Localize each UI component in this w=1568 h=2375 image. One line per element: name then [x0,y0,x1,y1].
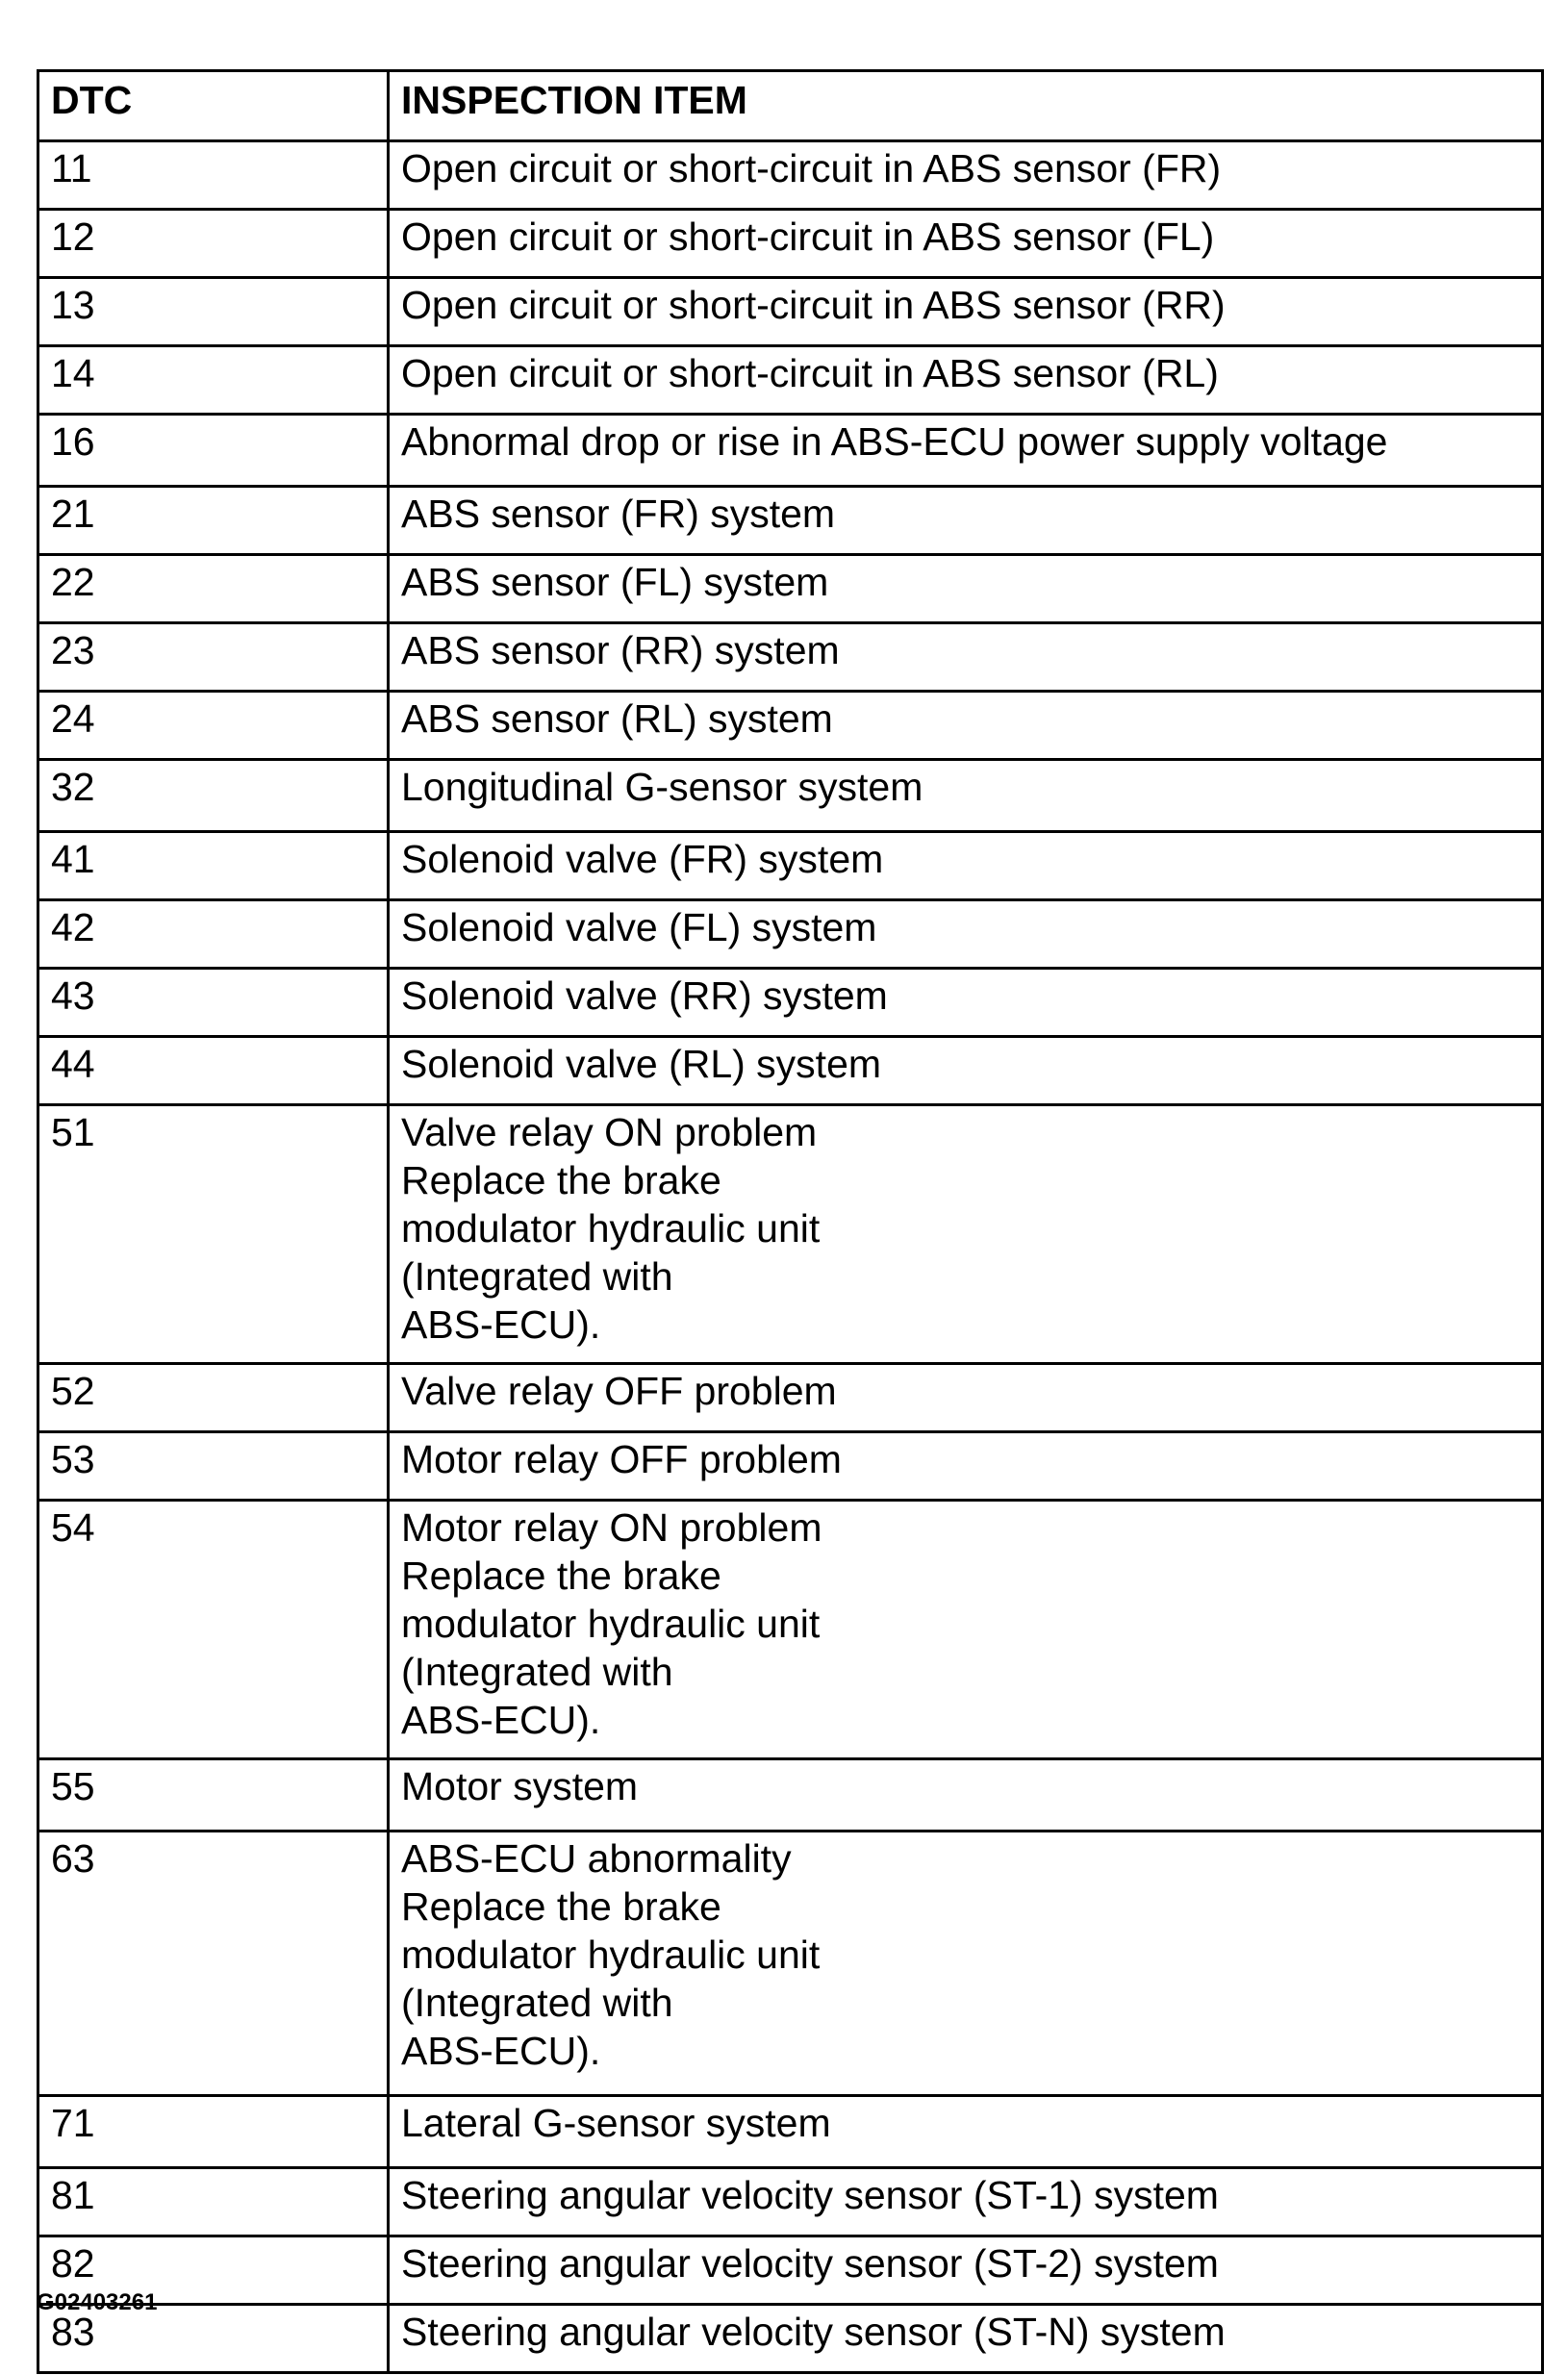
inspection-item [389,278,1543,346]
inspection-item [389,487,1543,555]
inspection-item-line: Steering angular velocity sensor (ST-N) system [401,2310,1226,2354]
table-row [38,900,1543,969]
inspection-item-line: ABS sensor (FL) system [401,560,829,604]
inspection-item-line: ABS-ECU abnormality [401,1836,792,1881]
inspection-item [389,623,1543,692]
inspection-item-line: Open circuit or short-circuit in ABS sensor (RR) [401,283,1226,327]
inspection-item-line: Replace the brake [401,1554,721,1598]
dtc-table [37,69,1544,2374]
inspection-item [389,1105,1543,1364]
inspection-item-line: ABS sensor (RL) system [401,696,833,741]
inspection-item-line: modulator hydraulic unit [401,1933,821,1977]
inspection-item-line: Motor relay OFF problem [401,1437,842,1481]
table-row [38,210,1543,278]
table-row [38,1037,1543,1105]
inspection-item [389,760,1543,832]
table-row [38,1759,1543,1832]
inspection-item-line: Open circuit or short-circuit in ABS sensor (FR) [401,146,1222,190]
table-row [38,555,1543,623]
inspection-item [389,1759,1543,1832]
dtc-code: 52 [38,1364,389,1432]
inspection-item [389,2168,1543,2236]
inspection-item-line: ABS-ECU). [401,2029,601,2073]
table-row [38,2168,1543,2236]
inspection-item [389,969,1543,1037]
table-row [38,2305,1543,2373]
table-row [38,623,1543,692]
inspection-item-line: Valve relay ON problem [401,1110,818,1154]
inspection-item-line: Steering angular velocity sensor (ST-2) system [401,2241,1219,2286]
inspection-item-line: ABS-ECU). [401,1698,601,1742]
dtc-code: 43 [38,969,389,1037]
table-row [38,1105,1543,1364]
inspection-item-line: Replace the brake [401,1884,721,1929]
inspection-item [389,900,1543,969]
dtc-code: 51 [38,1105,389,1364]
inspection-item-line: (Integrated with [401,1650,673,1694]
table-row [38,2096,1543,2168]
inspection-item [389,210,1543,278]
inspection-item-line: Solenoid valve (FR) system [401,837,884,881]
table-row [38,2236,1543,2305]
table-row [38,832,1543,900]
inspection-item [389,692,1543,760]
dtc-code: 81 [38,2168,389,2236]
dtc-code: 32 [38,760,389,832]
header-dtc: DTC [38,71,389,141]
dtc-code: 54 [38,1501,389,1759]
table-row [38,346,1543,415]
table-row [38,1832,1543,2096]
dtc-code: 44 [38,1037,389,1105]
inspection-item-line: Replace the brake [401,1158,721,1202]
inspection-item-line: (Integrated with [401,1981,673,2025]
table-row [38,1364,1543,1432]
dtc-code: 22 [38,555,389,623]
inspection-item-line: Valve relay OFF problem [401,1369,837,1413]
inspection-item-line: Open circuit or short-circuit in ABS sensor (RL) [401,351,1219,395]
inspection-item-line: Abnormal drop or rise in ABS-ECU power supply voltage [401,419,1388,464]
inspection-item [389,832,1543,900]
dtc-code: 82 [38,2236,389,2305]
inspection-item-line: ABS-ECU). [401,1302,601,1347]
dtc-code: 63 [38,1832,389,2096]
inspection-item-line: ABS sensor (FR) system [401,492,836,536]
inspection-item [389,555,1543,623]
inspection-item [389,2305,1543,2373]
table-row [38,487,1543,555]
dtc-code: 21 [38,487,389,555]
dtc-code: 12 [38,210,389,278]
table-body [38,141,1543,2373]
inspection-item-line: Steering angular velocity sensor (ST-1) system [401,2173,1219,2217]
inspection-item [389,346,1543,415]
dtc-code: 53 [38,1432,389,1501]
dtc-code: 71 [38,2096,389,2168]
inspection-item-line: Solenoid valve (FL) system [401,905,877,949]
table-header-row [38,71,1543,141]
inspection-item [389,2236,1543,2305]
figure-id: G02403261 [37,2289,158,2315]
dtc-code: 83 [38,2305,389,2373]
inspection-item-line: (Integrated with [401,1254,673,1299]
table-row [38,141,1543,210]
table-row [38,1432,1543,1501]
dtc-code: 16 [38,415,389,487]
table-row [38,415,1543,487]
inspection-item [389,1832,1543,2096]
dtc-code: 24 [38,692,389,760]
inspection-item-line: Solenoid valve (RR) system [401,973,888,1018]
table-row [38,278,1543,346]
inspection-item-line: Lateral G-sensor system [401,2101,831,2145]
inspection-item-line: Open circuit or short-circuit in ABS sensor (FL) [401,215,1215,259]
inspection-item [389,141,1543,210]
dtc-code: 11 [38,141,389,210]
inspection-item-line: Longitudinal G-sensor system [401,765,923,809]
inspection-item-line: Motor system [401,1764,639,1808]
inspection-item-line: Solenoid valve (RL) system [401,1042,882,1086]
inspection-item [389,415,1543,487]
table-row [38,1501,1543,1759]
inspection-item-line: ABS sensor (RR) system [401,628,840,672]
dtc-code: 55 [38,1759,389,1832]
inspection-item [389,1037,1543,1105]
inspection-item [389,1364,1543,1432]
header-inspection-item: INSPECTION ITEM [389,71,1543,141]
inspection-item [389,1501,1543,1759]
dtc-code: 14 [38,346,389,415]
inspection-item-line: modulator hydraulic unit [401,1602,821,1646]
inspection-item [389,1432,1543,1501]
inspection-item [389,2096,1543,2168]
dtc-code: 42 [38,900,389,969]
table-row [38,760,1543,832]
dtc-code: 13 [38,278,389,346]
inspection-item-line: Motor relay ON problem [401,1505,822,1550]
table-row [38,692,1543,760]
dtc-code: 41 [38,832,389,900]
inspection-item-line: modulator hydraulic unit [401,1206,821,1251]
table-row [38,969,1543,1037]
dtc-code: 23 [38,623,389,692]
